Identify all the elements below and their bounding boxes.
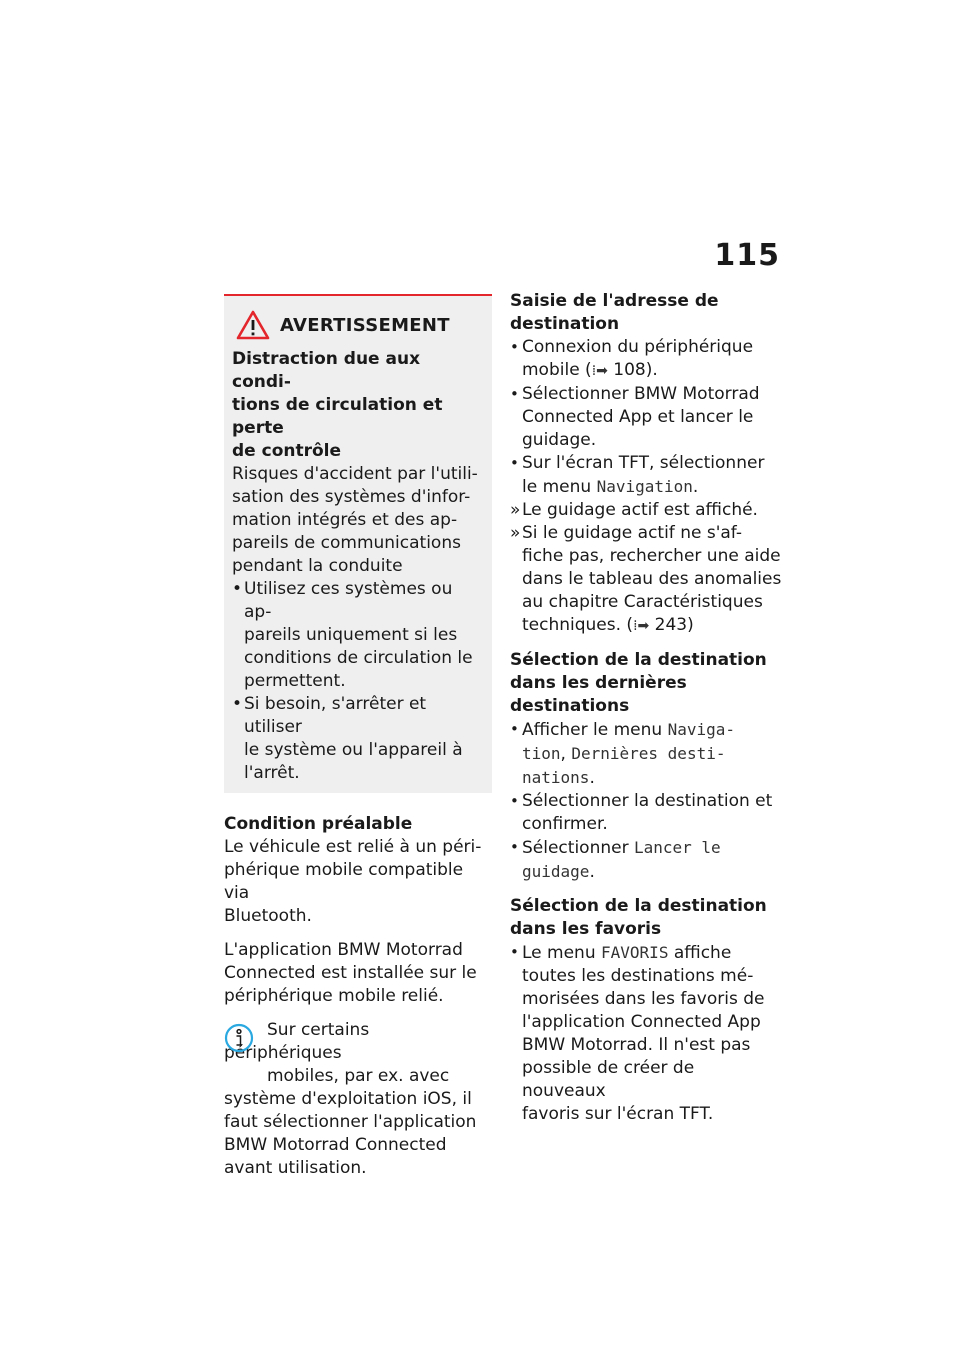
list-item: • Sélectionner la destination et confirmer. xyxy=(510,791,773,834)
precondition-text-1: Le véhicule est relié à un péri- phérique mobile compatible via Bluetooth. xyxy=(224,837,482,926)
list-item: » Le guidage actif est affiché. xyxy=(510,500,758,520)
precondition-text-2: L'application BMW Motorrad Connected est installée sur le périphérique mobile relié. xyxy=(224,940,477,1006)
list-item: • Le menu FAVORIS affiche toutes les destinations mé- morisées dans les favoris de l'application Connected App BMW Motorrad. Il n'est pas possible de créer de nouveaux favoris sur l'écran TFT. xyxy=(510,943,765,1124)
warning-risk-text: Risques d'accident par l'utili- sation des systèmes d'infor- mation intégrés et des ap- pareils de communications pendant la conduite xyxy=(232,464,478,576)
precondition-heading: Condition préalable xyxy=(224,814,413,834)
list-item: » Si le guidage actif ne s'af- fiche pas, rechercher une aide dans le tableau des anomalies au chapitre Caractéristiques techniques. (⁞➡ 243) xyxy=(510,523,782,635)
warning-title: AVERTISSEMENT xyxy=(280,314,450,336)
info-icon xyxy=(224,1023,254,1053)
favorites-list xyxy=(510,941,782,1126)
menu-name: Navigation xyxy=(596,477,693,496)
page-number: 115 xyxy=(714,238,780,273)
arrow-icon: ⁞➡ xyxy=(633,618,650,634)
list-item: • Sélectionner Lancer le guidage. xyxy=(510,838,721,882)
address-heading: Saisie de l'adresse de destination xyxy=(510,291,719,334)
right-column xyxy=(510,290,782,1126)
list-item: • Sur l'écran TFT, sélectionner le menu Navigation. xyxy=(510,453,765,497)
warning-header xyxy=(232,310,484,340)
info-note xyxy=(224,1019,492,1180)
warning-triangle-icon xyxy=(236,310,270,340)
left-column xyxy=(224,294,492,1180)
warning-box xyxy=(224,294,492,793)
page-reference[interactable]: 243 xyxy=(654,615,688,635)
address-list xyxy=(510,336,782,638)
list-item: • Sélectionner BMW Motorrad Connected App et lancer le guidage. xyxy=(510,384,760,450)
warning-heading: Distraction due aux condi- tions de circulation et perte de contrôle xyxy=(232,349,443,461)
list-item: • Utilisez ces systèmes ou ap- pareils uniquement si les conditions de circulation le permettent. xyxy=(232,579,473,691)
list-item: • Connexion du périphérique mobile (⁞➡ 108). xyxy=(510,337,754,380)
list-item: • Si besoin, s'arrêter et utiliser le système ou l'appareil à l'arrêt. xyxy=(232,694,463,783)
info-text: Sur certains périphériques mobiles, par ex. avec système d'exploitation iOS, il faut sélectionner l'application BMW Motorrad Connected avant utilisation. xyxy=(224,1020,477,1178)
recent-heading: Sélection de la destination dans les dernières destinations xyxy=(510,650,767,716)
page-reference[interactable]: 108 xyxy=(613,360,646,380)
favorites-heading: Sélection de la destination dans les favoris xyxy=(510,896,767,939)
list-item: • Afficher le menu Naviga- tion, Dernières desti- nations. xyxy=(510,720,736,788)
recent-list xyxy=(510,718,782,884)
arrow-icon: ⁞➡ xyxy=(591,363,608,379)
warning-list xyxy=(232,578,484,785)
